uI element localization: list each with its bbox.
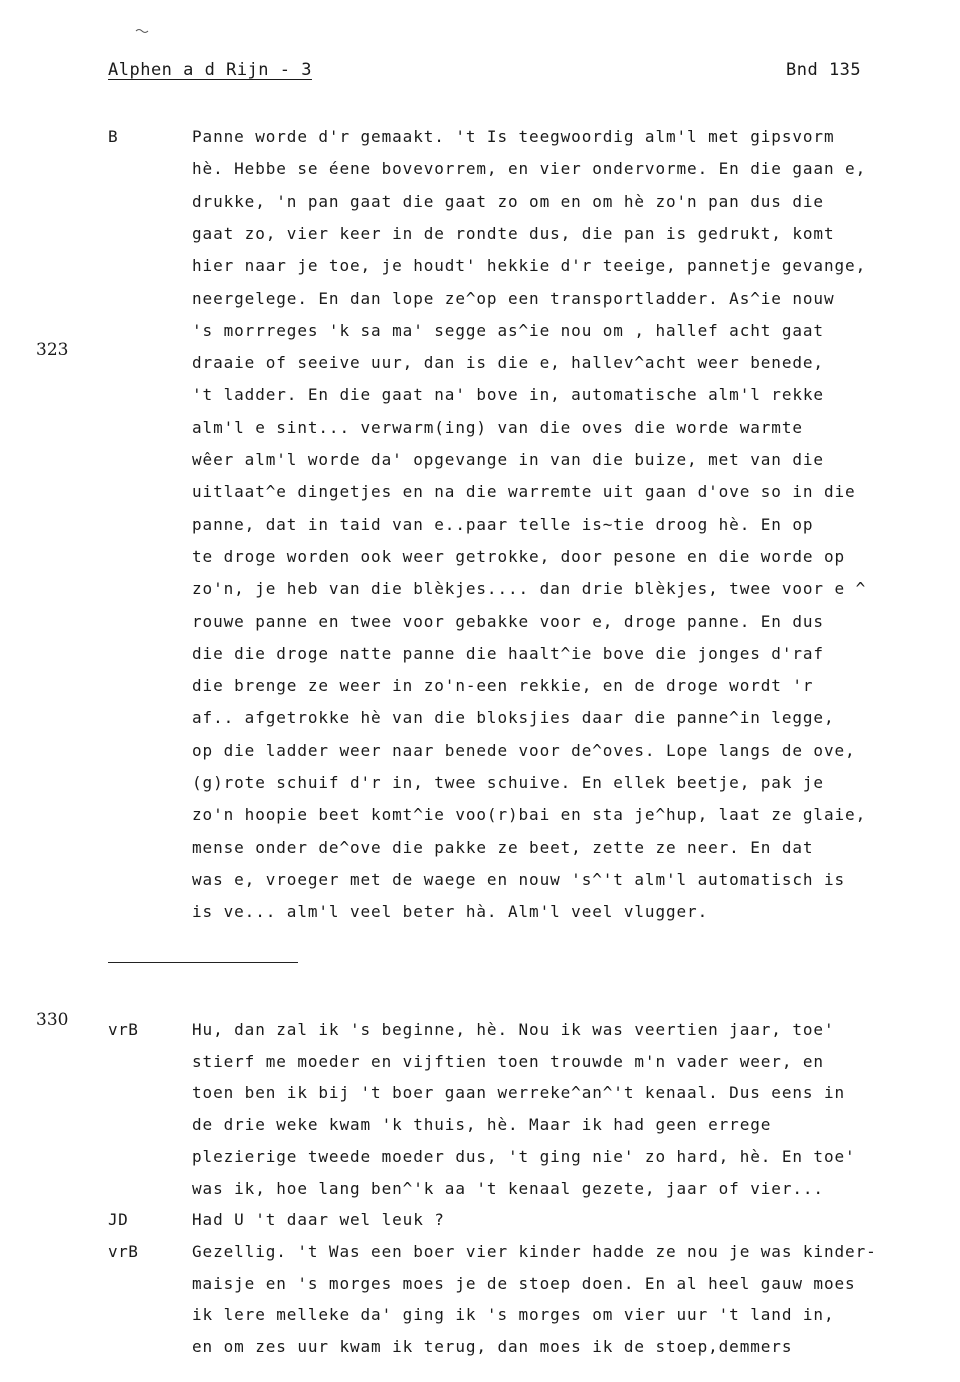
text-line: (g)rote schuif d'r in, twee schuive. En ellek beetje, pak je [192, 773, 824, 792]
text-line: maisje en 's morges moes je de stoep doen. En al heel gauw moes [192, 1273, 856, 1293]
text-line: hier naar je toe, je houdt' hekkie d'r teeige, pannetje gevange, [192, 256, 867, 276]
text-line: te droge worden ook weer getrokke, door pesone en die worde op [192, 546, 846, 566]
text-line: panne, dat in taid van e..paar telle is~tie droog hè. En op [192, 514, 814, 534]
text-line: was e, vroeger met de waege en nouw 's^'t alm'l automatisch is [192, 869, 846, 889]
text-line: die die droge natte panne die haalt^ie bove die jonges d'raf [192, 643, 824, 663]
page-header-location: Alphen a d Rijn - 3 [108, 60, 312, 80]
text-line: is ve... alm'l veel beter hà. Alm'l veel vlugger. [192, 902, 709, 922]
text-line: en om zes uur kwam ik terug, dan moes ik de stoep,demmers [192, 1337, 793, 1356]
text-line: gaat zo, vier keer in de rondte dus, die pan is gedrukt, komt [192, 223, 835, 243]
text-line: mense onder de^ove die pakke ze beet, zette ze neer. En dat [192, 837, 814, 857]
text-line: Gezellig. 't Was een boer vier kinder hadde ze nou je was kinder- [192, 1241, 877, 1261]
text-line: was ik, hoe lang ben^'k aa 't kenaal gezete, jaar of vier... [192, 1178, 824, 1198]
text-line: op die ladder weer naar benede voor de^oves. Lope langs de ove, [192, 740, 856, 760]
marginal-number: 330 [36, 1010, 69, 1030]
text-line: wêer alm'l worde da' opgevange in van die buize, met van die [192, 450, 824, 469]
text-line: hè. Hebbe se éene bovevorrem, en vier ondervorme. En die gaan e, [192, 159, 867, 179]
text-line: plezierige tweede moeder dus, 't ging nie' zo hard, hè. En toe' [192, 1146, 856, 1166]
speaker-label: vrB [108, 1241, 139, 1261]
pen-tick-mark [135, 28, 149, 34]
text-line: draaie of seeive uur, dan is die e, hallev^acht weer benede, [192, 353, 824, 373]
text-line: Had U 't daar wel leuk ? [192, 1210, 445, 1230]
text-line: toen ben ik bij 't boer gaan werreke^an^'t kenaal. Dus eens in [192, 1083, 846, 1103]
speaker-label: JD [108, 1210, 129, 1230]
text-line: alm'l e sint... verwarm(ing) van die oves die worde warmte [192, 417, 803, 437]
text-line: zo'n hoopie beet komt^ie voo(r)bai en sta je^hup, laat ze glaie, [192, 805, 867, 825]
text-line: neergelege. En dan lope ze^op een transportladder. As^ie nouw [192, 288, 835, 308]
speaker-label: B [108, 127, 119, 146]
text-line: Panne worde d'r gemaakt. 't Is teegwoordig alm'l met gipsvorm [192, 127, 835, 146]
text-line: 's morrreges 'k sa ma' segge as^ie nou om , hallef acht gaat [192, 320, 824, 340]
text-line: rouwe panne en twee voor gebakke voor e, droge panne. En dus [192, 611, 824, 631]
text-line: drukke, 'n pan gaat die gaat zo om en om hè zo'n pan dus die [192, 191, 824, 211]
text-line: stierf me moeder en vijftien toen trouwde m'n vader weer, en [192, 1051, 824, 1071]
text-line: die brenge ze weer in zo'n-een rekkie, en de droge wordt 'r [192, 676, 814, 696]
marginal-number: 323 [36, 340, 69, 360]
text-line: uitlaat^e dingetjes en na die warremte uit gaan d'ove so in die [192, 482, 856, 502]
section-divider [108, 962, 298, 963]
text-line: zo'n, je heb van die blèkjes.... dan drie blèkjes, twee voor e ^ [192, 579, 867, 599]
text-line: ik lere mellеke da' ging ik 's morges om vier uur 't land in, [192, 1305, 835, 1325]
speaker-label: vrB [108, 1020, 139, 1039]
text-line: af.. afgetrokke hè van die bloksjies daar die panne^in legge, [192, 708, 835, 728]
text-line: de drie weke kwam 'k thuis, hè. Maar ik had geen errege [192, 1115, 772, 1135]
text-line: Hu, dan zal ik 's beginne, hè. Nou ik was veertien jaar, toe' [192, 1020, 835, 1039]
page-header-volume: Bnd 135 [786, 60, 862, 80]
text-line: 't ladder. En die gaat na' bove in, automatische alm'l rekke [192, 385, 824, 405]
